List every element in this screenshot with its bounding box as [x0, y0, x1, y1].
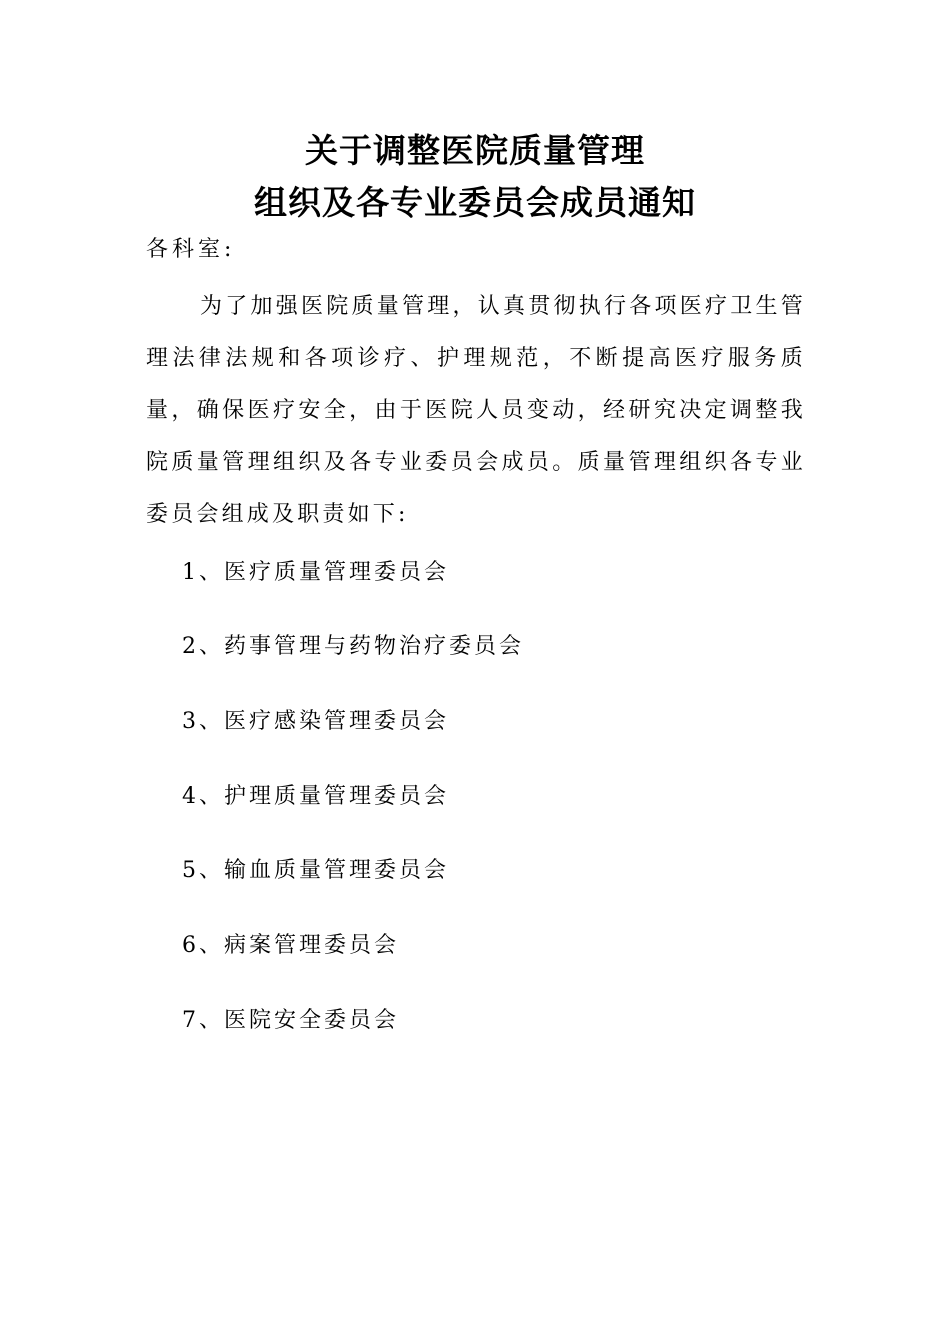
- committee-item-6: 6、病案管理委员会: [182, 933, 399, 958]
- salutation: 各科室:: [146, 237, 236, 262]
- document-title-line-1: 关于调整医院质量管理: [305, 131, 645, 170]
- committee-item-2: 2、药事管理与药物治疗委员会: [182, 634, 524, 659]
- body-paragraph: 为了加强医院质量管理，认真贯彻执行各项医疗卫生管理法律法规和各项诊疗、护理规范，不断提高医疗服务质量，确保医疗安全，由于医院人员变动，经研究决定调整我院质量管理组织及各专业委员会成员。质量管理组织各专业委员会组成及职责如下:: [146, 294, 806, 527]
- committee-item-1: 1、医疗质量管理委员会: [182, 560, 449, 585]
- committee-item-5: 5、输血质量管理委员会: [182, 858, 449, 883]
- committee-item-3: 3、医疗感染管理委员会: [182, 709, 449, 734]
- document-title-line-2: 组织及各专业委员会成员通知: [254, 183, 696, 222]
- committee-item-7: 7、医院安全委员会: [182, 1008, 399, 1033]
- committee-item-4: 4、护理质量管理委员会: [182, 784, 449, 809]
